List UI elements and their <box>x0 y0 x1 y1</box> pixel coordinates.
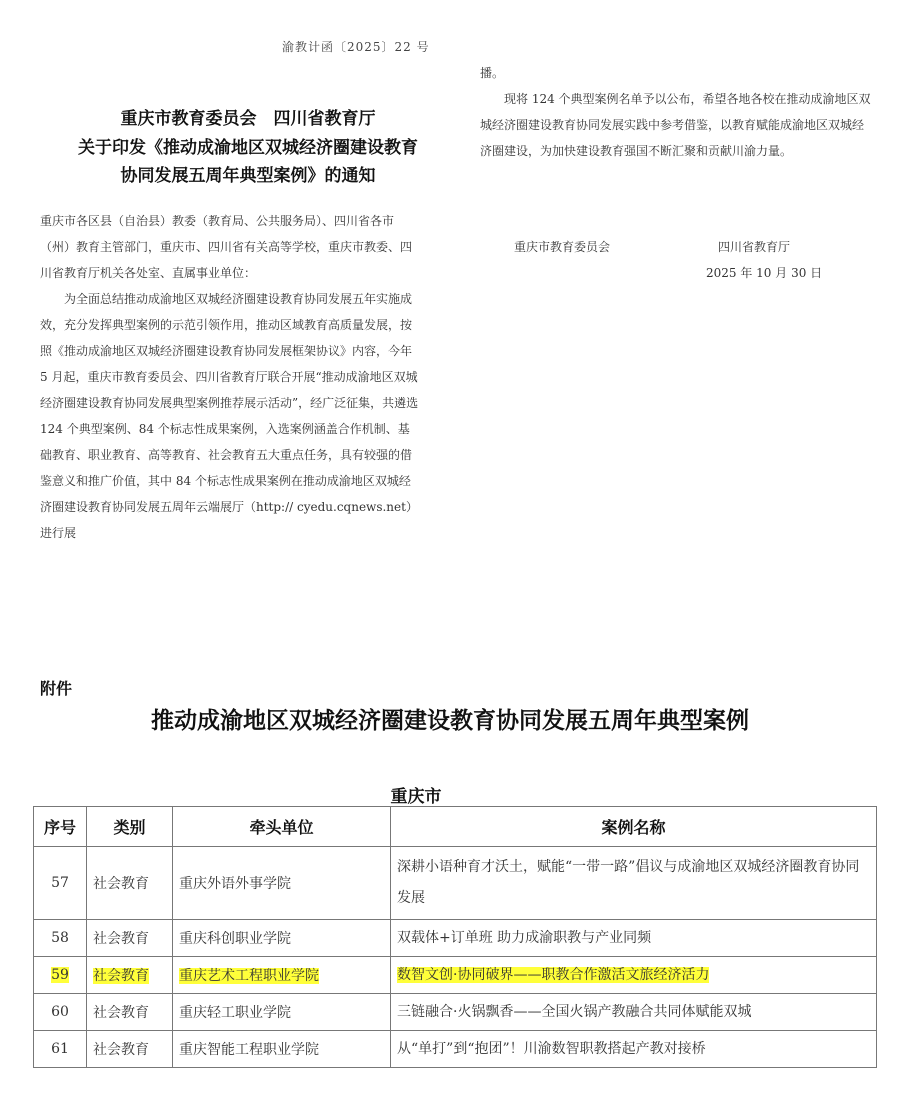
table-header-row <box>34 807 877 847</box>
notice-date: 2025 年 10 月 30 日 <box>706 266 823 280</box>
annex-title: 推动成渝地区双城经济圈建设教育协同发展五周年典型案例 <box>151 707 749 734</box>
notice-paragraph-2: 现将 124 个典型案例名单予以公布，希望各地各校在推动成渝地区双城经济圈建设教育协同发展实践中参考借鉴，以教育赋能成渝地区双城经济圈建设，为加快建设教育强国不断汇聚和贡献川渝力量。 <box>480 92 871 158</box>
region-heading: 重庆市 <box>390 787 442 807</box>
row-case-name: 深耕小语种育才沃土，赋能“一带一路”倡议与成渝地区双城经济圈教育协同发展 <box>397 859 860 906</box>
signatory-sichuan: 四川省教育厅 <box>718 240 791 254</box>
table-row-highlighted <box>34 957 877 994</box>
column-header-lead-unit: 牵头单位 <box>173 807 391 847</box>
row-category: 社会教育 <box>93 876 149 892</box>
row-lead-unit: 重庆智能工程职业学院 <box>179 1042 319 1058</box>
row-category: 社会教育 <box>93 1042 149 1058</box>
annex-label: 附件 <box>40 679 73 698</box>
row-number: 60 <box>51 1004 69 1020</box>
row-case-name: 从“单打”到“抱团”！川渝数智职教搭起产教对接桥 <box>397 1040 706 1057</box>
row-category: 社会教育 <box>93 1005 149 1021</box>
row-number: 61 <box>51 1041 69 1057</box>
table-row <box>34 994 877 1031</box>
row-number: 58 <box>51 930 69 946</box>
row-case-name: 双载体+订单班 助力成渝职教与产业同频 <box>397 929 652 946</box>
row-lead-unit: 重庆科创职业学院 <box>179 931 291 947</box>
row-case-name: 数智文创·协同破界——职教合作激活文旅经济活力 <box>397 966 710 983</box>
row-lead-unit: 重庆轻工职业学院 <box>179 1005 291 1021</box>
notice-title-line-2: 关于印发《推动成渝地区双城经济圈建设教育 <box>78 138 418 158</box>
notice-recipients: 重庆市各区县（自治县）教委（教育局、公共服务局）、四川省各市（州）教育主管部门，重庆市、四川省有关高等学校，重庆市教委、四川省教育厅机关各处室、直属事业单位： <box>40 214 413 280</box>
row-number: 59 <box>51 967 69 983</box>
notice-title-line-1: 重庆市教育委员会 四川省教育厅 <box>120 109 376 129</box>
column-header-category: 类别 <box>87 807 173 847</box>
row-category: 社会教育 <box>93 968 149 984</box>
signatory-chongqing: 重庆市教育委员会 <box>514 240 611 254</box>
column-header-case-name: 案例名称 <box>391 807 877 847</box>
notice-title-line-3: 协同发展五周年典型案例》的通知 <box>120 166 376 186</box>
row-lead-unit: 重庆外语外事学院 <box>179 876 291 892</box>
row-number: 57 <box>51 875 69 891</box>
row-category: 社会教育 <box>93 931 149 947</box>
table-row <box>34 920 877 957</box>
notice-continuation: 播。 <box>480 66 505 80</box>
table-row <box>34 847 877 920</box>
table-row <box>34 1031 877 1068</box>
row-lead-unit: 重庆艺术工程职业学院 <box>179 968 319 984</box>
row-case-name: 三链融合·火锅飘香——全国火锅产教融合共同体赋能双城 <box>397 1003 752 1020</box>
notice-paragraph-1: 为全面总结推动成渝地区双城经济圈建设教育协同发展五年实施成效，充分发挥典型案例的示范引领作用，推动区域教育高质量发展，按照《推动成渝地区双城经济圈建设教育协同发展框架协议》内容，今年 5 月起，重庆市教育委员会、四川省教育厅联合开展“推动成渝地区双城经济圈建设教育协同发展典型案例推荐展示活动”，经广泛征集，共遴选 124 个典型案例、84 个标志性成果案例，入选案例涵盖合作机制、基础教育、职业教育、高等教育、社会教育五大重点任务，具有较强的借鉴意义和推广价值，其中 84 个标志性成果案例在推动成渝地区双城经济圈建设教育协同发展五周年云端展厅（http:// cyedu.cqnews.net）进行展 <box>40 292 419 540</box>
document-number: 渝教计函〔2025〕22 号 <box>282 40 430 54</box>
column-header-number: 序号 <box>34 807 87 847</box>
case-table <box>33 806 877 1068</box>
